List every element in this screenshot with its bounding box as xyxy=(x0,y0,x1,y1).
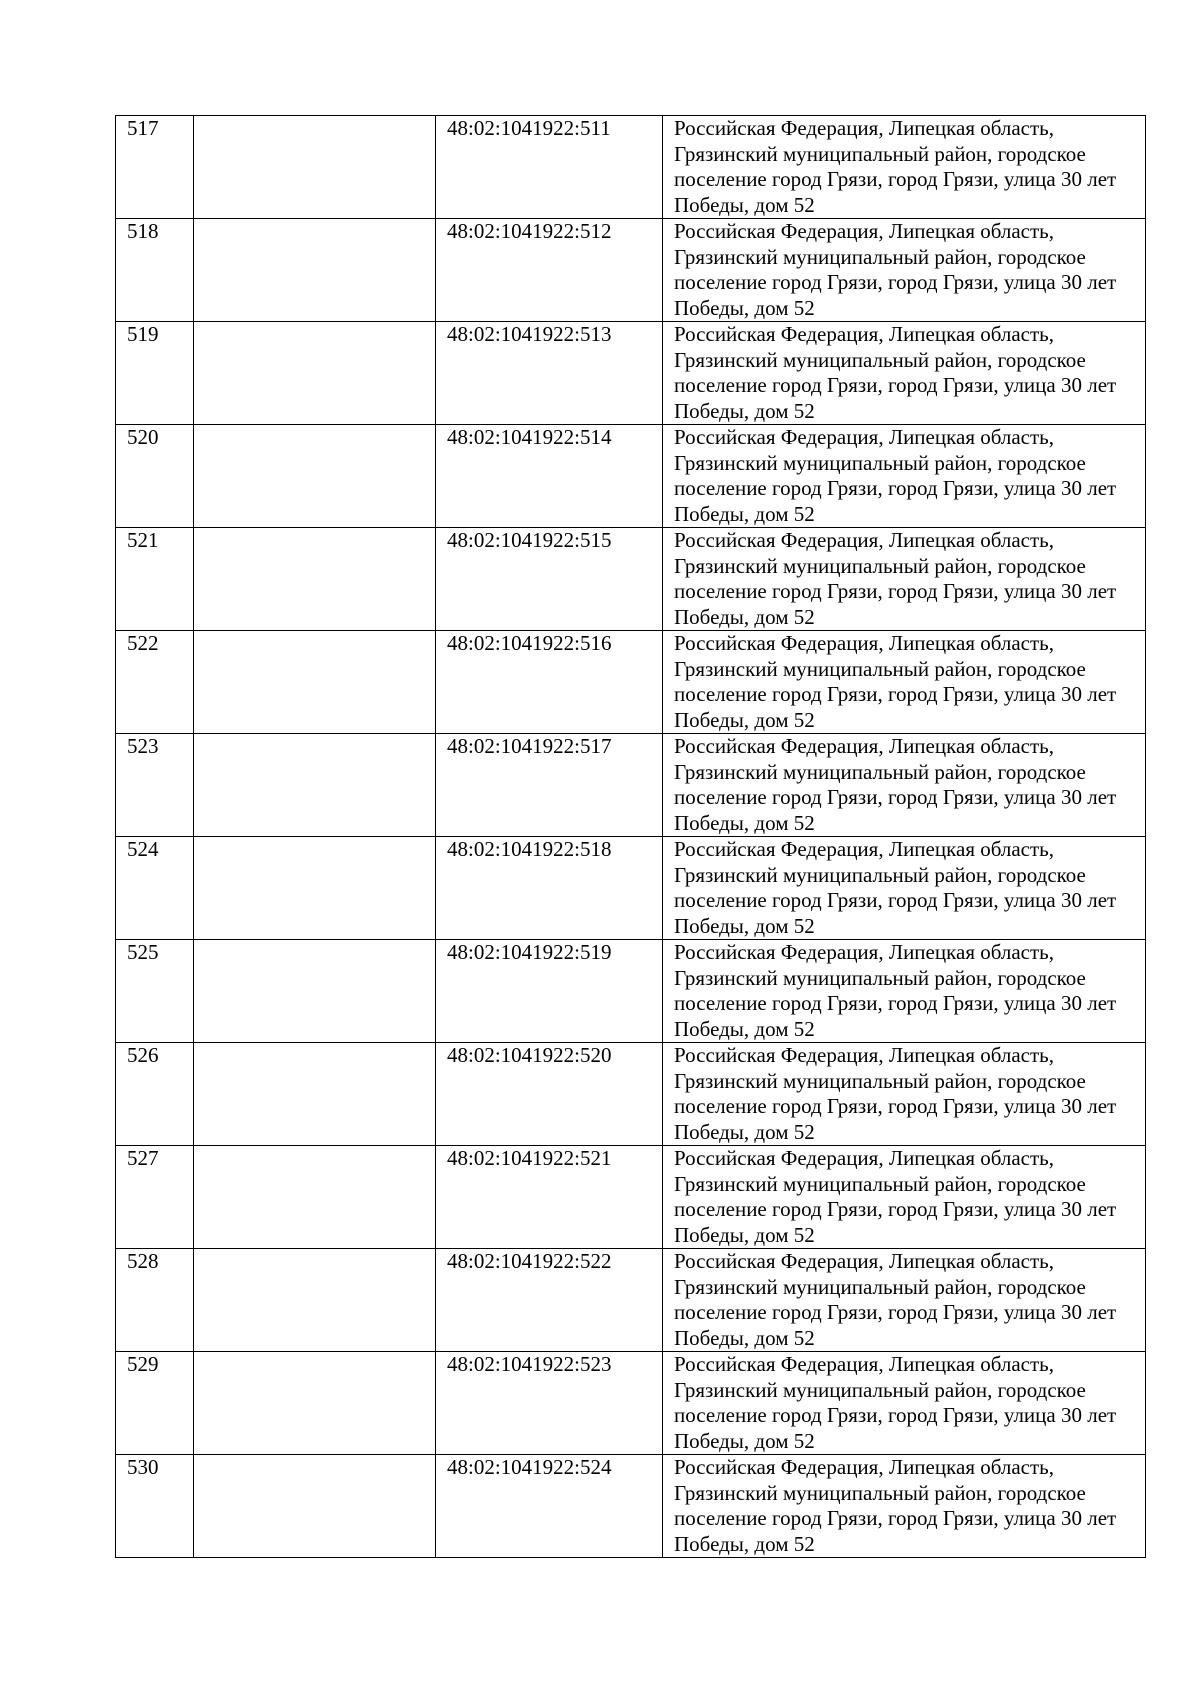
empty-cell xyxy=(194,1352,436,1455)
cadastral-number-cell: 48:02:1041922:513 xyxy=(436,322,663,425)
address-cell: Российская Федерация, Липецкая область, Грязинский муниципальный район, городское поселение город Грязи, город Грязи, улица 30 лет Победы, дом 52 xyxy=(663,940,1146,1043)
address-cell: Российская Федерация, Липецкая область, Грязинский муниципальный район, городское поселение город Грязи, город Грязи, улица 30 лет Победы, дом 52 xyxy=(663,1043,1146,1146)
row-number-cell: 525 xyxy=(116,940,194,1043)
row-number-cell: 519 xyxy=(116,322,194,425)
address-cell: Российская Федерация, Липецкая область, Грязинский муниципальный район, городское поселение город Грязи, город Грязи, улица 30 лет Победы, дом 52 xyxy=(663,1249,1146,1352)
row-number-cell: 518 xyxy=(116,219,194,322)
address-cell: Российская Федерация, Липецкая область, Грязинский муниципальный район, городское поселение город Грязи, город Грязи, улица 30 лет Победы, дом 52 xyxy=(663,116,1146,219)
address-cell: Российская Федерация, Липецкая область, Грязинский муниципальный район, городское поселение город Грязи, город Грязи, улица 30 лет Победы, дом 52 xyxy=(663,631,1146,734)
table-row xyxy=(116,1352,1146,1455)
empty-cell xyxy=(194,1043,436,1146)
row-number-cell: 529 xyxy=(116,1352,194,1455)
row-number-cell: 527 xyxy=(116,1146,194,1249)
address-cell: Российская Федерация, Липецкая область, Грязинский муниципальный район, городское поселение город Грязи, город Грязи, улица 30 лет Победы, дом 52 xyxy=(663,528,1146,631)
row-number-cell: 530 xyxy=(116,1455,194,1558)
empty-cell xyxy=(194,425,436,528)
table-row xyxy=(116,734,1146,837)
address-cell: Российская Федерация, Липецкая область, Грязинский муниципальный район, городское поселение город Грязи, город Грязи, улица 30 лет Победы, дом 52 xyxy=(663,322,1146,425)
cadastral-number-cell: 48:02:1041922:511 xyxy=(436,116,663,219)
row-number-cell: 523 xyxy=(116,734,194,837)
cadastral-number-cell: 48:02:1041922:519 xyxy=(436,940,663,1043)
table-row xyxy=(116,631,1146,734)
cadastral-number-cell: 48:02:1041922:522 xyxy=(436,1249,663,1352)
empty-cell xyxy=(194,837,436,940)
cadastral-number-cell: 48:02:1041922:521 xyxy=(436,1146,663,1249)
cadastral-number-cell: 48:02:1041922:517 xyxy=(436,734,663,837)
empty-cell xyxy=(194,528,436,631)
table-row xyxy=(116,1455,1146,1558)
empty-cell xyxy=(194,1146,436,1249)
table-row xyxy=(116,1249,1146,1352)
table-row xyxy=(116,219,1146,322)
table-row xyxy=(116,116,1146,219)
empty-cell xyxy=(194,1249,436,1352)
cadastral-number-cell: 48:02:1041922:512 xyxy=(436,219,663,322)
row-number-cell: 522 xyxy=(116,631,194,734)
address-cell: Российская Федерация, Липецкая область, Грязинский муниципальный район, городское поселение город Грязи, город Грязи, улица 30 лет Победы, дом 52 xyxy=(663,1146,1146,1249)
table-row xyxy=(116,1043,1146,1146)
empty-cell xyxy=(194,631,436,734)
address-cell: Российская Федерация, Липецкая область, Грязинский муниципальный район, городское поселение город Грязи, город Грязи, улица 30 лет Победы, дом 52 xyxy=(663,219,1146,322)
table-row xyxy=(116,425,1146,528)
empty-cell xyxy=(194,940,436,1043)
table-row xyxy=(116,1146,1146,1249)
table-row xyxy=(116,528,1146,631)
registry-table-body xyxy=(116,116,1146,1558)
row-number-cell: 524 xyxy=(116,837,194,940)
address-cell: Российская Федерация, Липецкая область, Грязинский муниципальный район, городское поселение город Грязи, город Грязи, улица 30 лет Победы, дом 52 xyxy=(663,1455,1146,1558)
address-cell: Российская Федерация, Липецкая область, Грязинский муниципальный район, городское поселение город Грязи, город Грязи, улица 30 лет Победы, дом 52 xyxy=(663,1352,1146,1455)
cadastral-number-cell: 48:02:1041922:520 xyxy=(436,1043,663,1146)
cadastral-number-cell: 48:02:1041922:518 xyxy=(436,837,663,940)
row-number-cell: 520 xyxy=(116,425,194,528)
empty-cell xyxy=(194,1455,436,1558)
empty-cell xyxy=(194,734,436,837)
row-number-cell: 526 xyxy=(116,1043,194,1146)
cadastral-number-cell: 48:02:1041922:515 xyxy=(436,528,663,631)
cadastral-number-cell: 48:02:1041922:514 xyxy=(436,425,663,528)
address-cell: Российская Федерация, Липецкая область, Грязинский муниципальный район, городское поселение город Грязи, город Грязи, улица 30 лет Победы, дом 52 xyxy=(663,734,1146,837)
empty-cell xyxy=(194,322,436,425)
row-number-cell: 528 xyxy=(116,1249,194,1352)
empty-cell xyxy=(194,219,436,322)
empty-cell xyxy=(194,116,436,219)
row-number-cell: 517 xyxy=(116,116,194,219)
row-number-cell: 521 xyxy=(116,528,194,631)
address-cell: Российская Федерация, Липецкая область, Грязинский муниципальный район, городское поселение город Грязи, город Грязи, улица 30 лет Победы, дом 52 xyxy=(663,837,1146,940)
property-registry-table xyxy=(115,115,1146,1558)
cadastral-number-cell: 48:02:1041922:516 xyxy=(436,631,663,734)
table-row xyxy=(116,940,1146,1043)
address-cell: Российская Федерация, Липецкая область, Грязинский муниципальный район, городское поселение город Грязи, город Грязи, улица 30 лет Победы, дом 52 xyxy=(663,425,1146,528)
cadastral-number-cell: 48:02:1041922:524 xyxy=(436,1455,663,1558)
cadastral-number-cell: 48:02:1041922:523 xyxy=(436,1352,663,1455)
table-row xyxy=(116,837,1146,940)
table-row xyxy=(116,322,1146,425)
